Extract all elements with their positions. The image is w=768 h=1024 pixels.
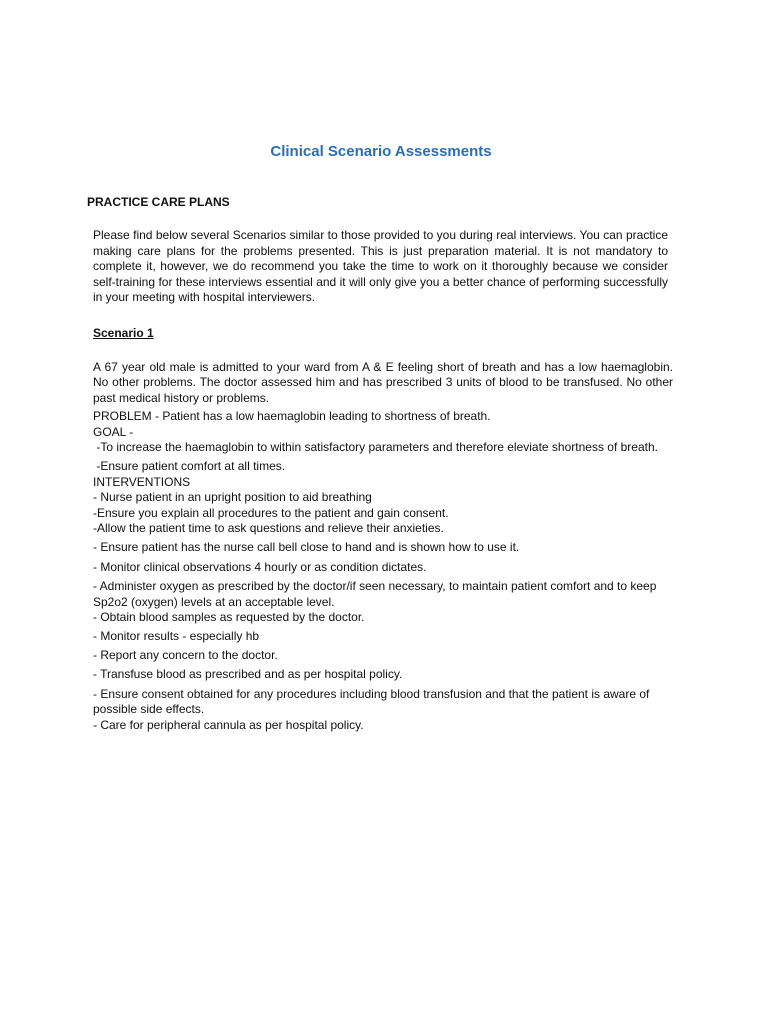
interventions-label: INTERVENTIONS bbox=[93, 474, 191, 489]
intervention-item: - Obtain blood samples as requested by the doctor. bbox=[93, 610, 365, 625]
intervention-item: - Transfuse blood as prescribed and as per hospital policy. bbox=[93, 667, 403, 682]
intro-paragraph: Please find below several Scenarios similar to those provided to you during real interviews. You can practice making care plans for the problems presented. This is just preparation material. It is not mandatory to complete it, however, we do recommend you take the time to work on it thoroughly because we consider self-training for these interviews essential and it will only give you a better chance of performing successfully in your meeting with hospital interviewers. bbox=[93, 228, 668, 305]
intervention-item: - Ensure patient has the nurse call bell close to hand and is shown how to use it. bbox=[93, 540, 520, 555]
document-title: Clinical Scenario Assessments bbox=[270, 143, 492, 160]
problem-statement: PROBLEM - Patient has a low haemaglobin leading to shortness of breath. bbox=[93, 409, 491, 424]
intervention-item: - Report any concern to the doctor. bbox=[93, 647, 278, 662]
scenario-heading: Scenario 1 bbox=[93, 326, 154, 340]
intervention-item: - Monitor results - especially hb bbox=[93, 628, 260, 643]
intervention-item: - Care for peripheral cannula as per hospital policy. bbox=[93, 717, 364, 732]
goal-item: -To increase the haemaglobin to within satisfactory parameters and therefore eleviate shortness of breath. bbox=[93, 440, 658, 455]
goal-item: -Ensure patient comfort at all times. bbox=[93, 459, 286, 474]
case-description: A 67 year old male is admitted to your ward from A & E feeling short of breath and has a low haemaglobin. No other problems. The doctor assessed him and has prescribed 3 units of blood to be transfused. No other past medical history or problems. bbox=[93, 360, 673, 405]
intervention-item: - Monitor clinical observations 4 hourly or as condition dictates. bbox=[93, 559, 427, 574]
intervention-item: - Administer oxygen as prescribed by the doctor/if seen necessary, to maintain patient comfort and to keep Sp2o2 (oxygen) levels at an acceptable level. bbox=[93, 579, 657, 609]
intervention-item: - Nurse patient in an upright position to aid breathing bbox=[93, 490, 372, 505]
section-heading: PRACTICE CARE PLANS bbox=[87, 195, 230, 209]
scenario-body bbox=[93, 360, 673, 733]
intervention-item: - Ensure consent obtained for any procedures including blood transfusion and that the patient is aware of possible side effects. bbox=[93, 686, 650, 717]
intervention-item: -Allow the patient time to ask questions and relieve their anxieties. bbox=[93, 521, 444, 536]
goal-label: GOAL - bbox=[93, 424, 134, 439]
intervention-item: -Ensure you explain all procedures to the patient and gain consent. bbox=[93, 505, 449, 520]
